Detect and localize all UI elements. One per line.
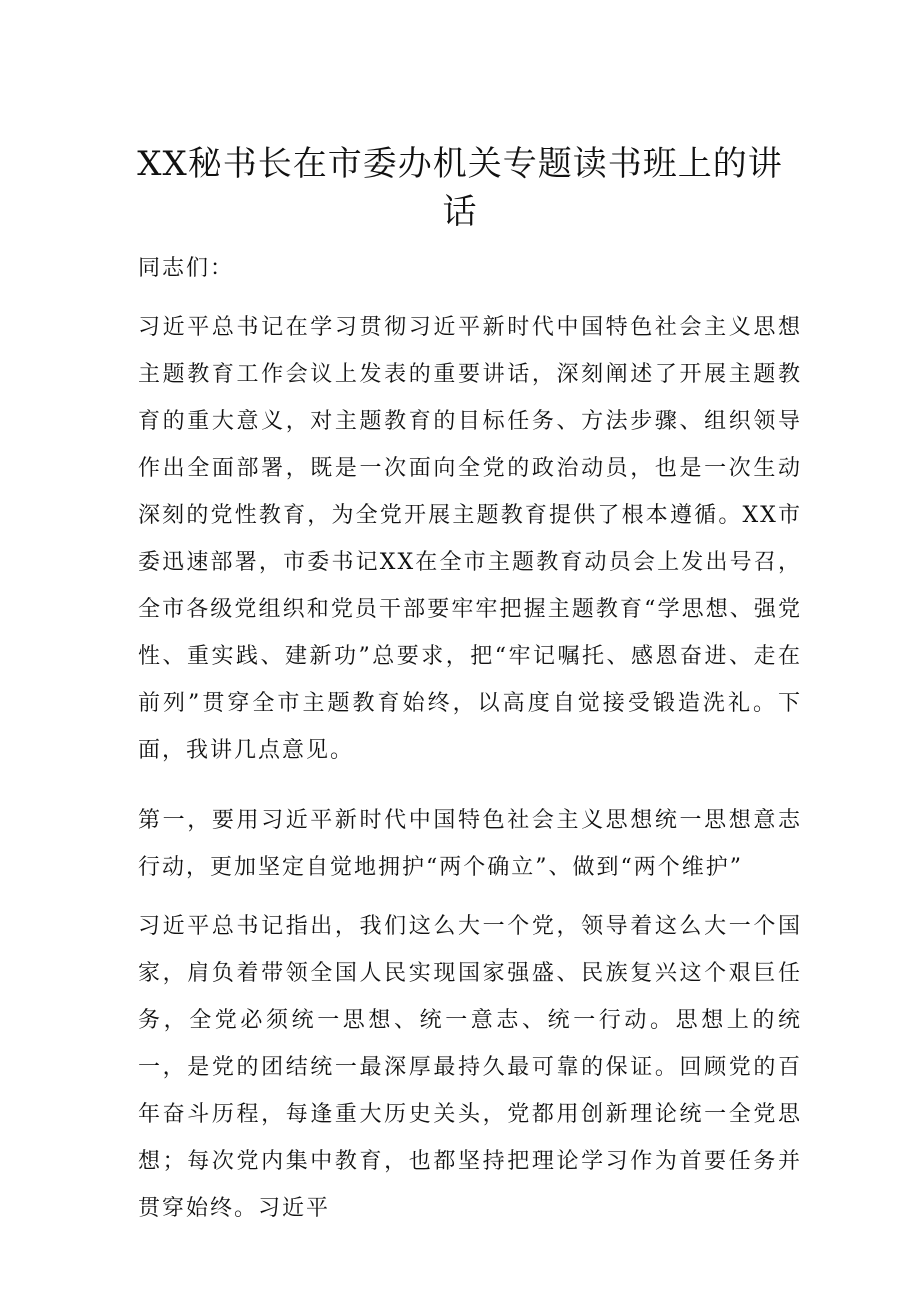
document-title: XX秘书长在市委办机关专题读书班上的讲话 [137,144,783,232]
paragraph-intro: 习近平总书记在学习贯彻习近平新时代中国特色社会主义思想主题教育工作会议上发表的重要讲话，深刻阐述了开展主题教育的重大意义，对主题教育的目标任务、方法步骤、组织领导作出全面部署，既是一次面向全党的政治动员，也是一次生动深刻的党性教育，为全党开展主题教育提供了根本遵循。XX市委迅速部署，市委书记XX在全市主题教育动员会上发出号召，全市各级党组织和党员干部要牢牢把握主题教育“学思想、强党性、重实践、建新功”总要求，把“牢记嘱托、感恩奋进、走在前列”贯穿全市主题教育始终，以高度自觉接受锻造洗礼。下面，我讲几点意见。 [138,315,802,763]
paragraph-section-heading: 第一，要用习近平新时代中国特色社会主义思想统一思想意志行动，更加坚定自觉地拥护“两个确立”、做到“两个维护” [138,808,802,880]
paragraph-body: 习近平总书记指出，我们这么大一个党，领导着这么大一个国家，肩负着带领全国人民实现国家强盛、民族复兴这个艰巨任务，全党必须统一思想、统一意志、统一行动。思想上的统一，是党的团结统一最深厚最持久最可靠的保证。回顾党的百年奋斗历程，每逢重大历史关头，党都用创新理论统一全党思想；每次党内集中教育，也都坚持把理论学习作为首要任务并贯穿始终。习近平 [138,914,802,1221]
greeting: 同志们： [138,256,235,281]
